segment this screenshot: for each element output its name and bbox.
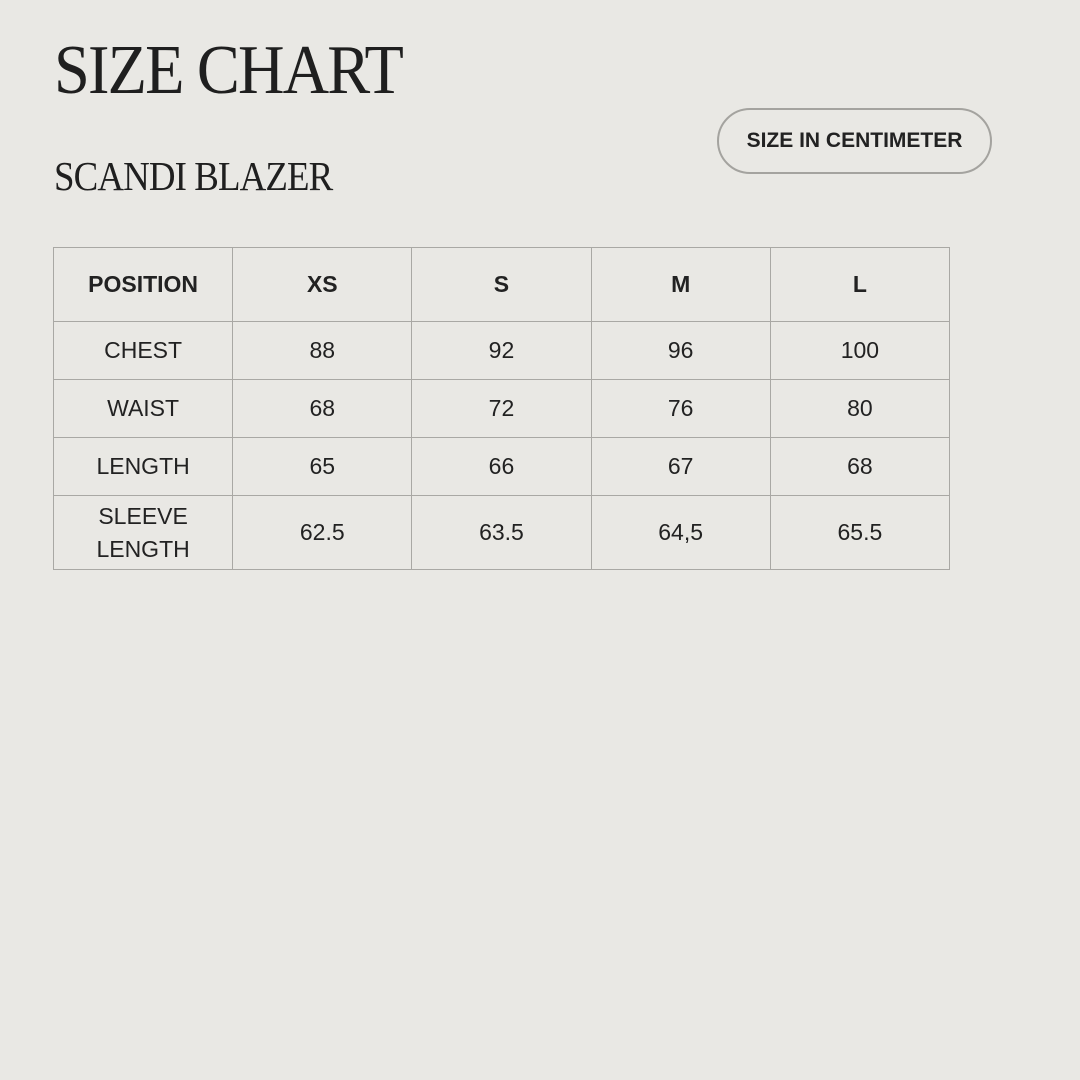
- value-cell: 100: [770, 322, 949, 380]
- value-cell: 68: [770, 438, 949, 496]
- value-cell: 72: [412, 380, 591, 438]
- header-row: [54, 248, 950, 322]
- product-name: SCANDI BLAZER: [54, 153, 333, 199]
- position-cell: [54, 496, 233, 570]
- header-size-m: M: [591, 248, 770, 322]
- value-cell: 76: [591, 380, 770, 438]
- position-label: LENGTH: [96, 453, 190, 479]
- position-cell: [54, 380, 233, 438]
- position-label: CHEST: [104, 337, 183, 363]
- value-cell: 92: [412, 322, 591, 380]
- value-cell: 68: [233, 380, 412, 438]
- size-table-body: [54, 322, 950, 570]
- position-cell: [54, 438, 233, 496]
- header-size-s: S: [412, 248, 591, 322]
- table-row: [54, 496, 950, 570]
- value-cell: 64,5: [591, 496, 770, 570]
- value-cell: 80: [770, 380, 949, 438]
- header-size-l: L: [770, 248, 949, 322]
- value-cell: 67: [591, 438, 770, 496]
- position-cell: [54, 322, 233, 380]
- table-row: [54, 322, 950, 380]
- value-cell: 62.5: [233, 496, 412, 570]
- unit-badge: SIZE IN CENTIMETER: [717, 108, 992, 174]
- value-cell: 63.5: [412, 496, 591, 570]
- size-table: [53, 247, 950, 570]
- size-table-head: [54, 248, 950, 322]
- position-label: SLEEVE LENGTH: [96, 502, 190, 562]
- header-size-xs: XS: [233, 248, 412, 322]
- value-cell: 65: [233, 438, 412, 496]
- value-cell: 65.5: [770, 496, 949, 570]
- value-cell: 88: [233, 322, 412, 380]
- table-row: [54, 438, 950, 496]
- value-cell: 66: [412, 438, 591, 496]
- page-title: SIZE CHART: [54, 32, 403, 109]
- position-label: WAIST: [107, 395, 180, 421]
- value-cell: 96: [591, 322, 770, 380]
- table-row: [54, 380, 950, 438]
- header-position: POSITION: [54, 248, 233, 322]
